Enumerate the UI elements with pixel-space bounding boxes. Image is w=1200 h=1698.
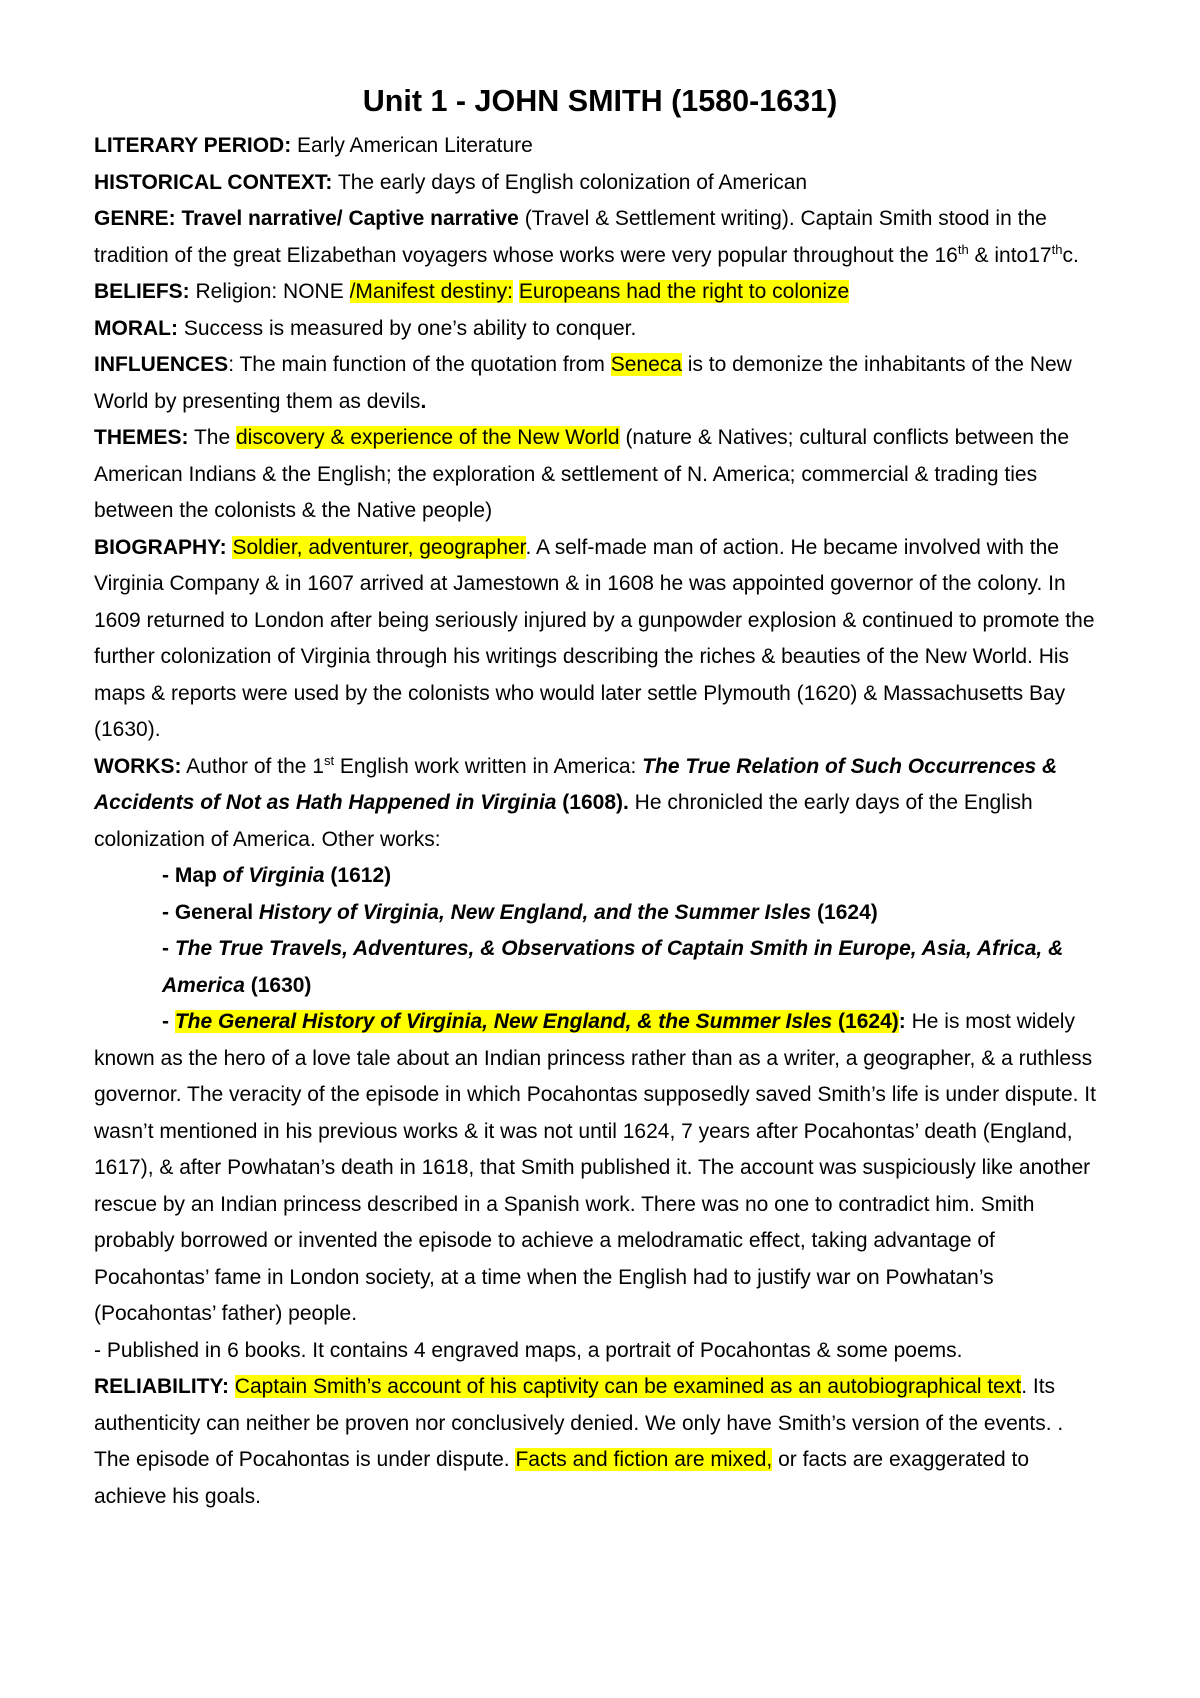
page-title: Unit 1 - JOHN SMITH (1580-1631) [362,84,838,118]
text-line [94,566,1134,603]
text-run: authenticity can neither be proven nor conclusively denied. We only have Smith’s version of the events. . [94,1411,1064,1435]
title-reference-text: History of Virginia, New England, and the Summer Isles [258,900,812,924]
bold-label: (1624) [811,900,878,924]
text-line [94,274,1134,311]
text-line [94,201,1134,238]
text-run: colonization of America. Other works: [94,827,441,851]
text-line [94,1223,1134,1260]
paragraph [94,128,1134,165]
bold-label: GENRE: Travel narrative/ Captive narrative [94,207,519,230]
text-line [94,420,1134,457]
paragraph [94,749,1134,859]
text-line [162,858,1134,895]
text-line [94,1187,1134,1224]
bold-label: . [420,389,427,413]
text-run: is to demonize the inhabitants of the New [681,353,1072,376]
paragraph [94,311,1134,348]
text-line [94,603,1134,640]
text-run: : The main function of the quotation from [228,353,611,376]
superscript-text: th [957,241,969,257]
highlighted-text: Soldier, adventurer, geographer [232,535,526,559]
text-line [94,1077,1134,1114]
text-run: maps & reports were used by the colonists who would later settle Plymouth (1620) & Massachusetts Bay [94,681,1066,705]
paragraph [94,530,1134,749]
text-line [94,1442,1134,1479]
works-list-item [94,931,1134,1004]
paragraph [94,201,1134,274]
text-run: probably borrowed or invented the episode to achieve a melodramatic effect, taking advantage of [94,1229,995,1252]
bold-label: MORAL: [94,316,178,340]
highlighted-text: /Manifest destiny: [349,280,513,303]
text-run: Success is measured by one’s ability to conquer. [177,316,637,340]
text-run: c. [1062,243,1079,267]
text-line [94,1369,1134,1406]
title-reference-text: The True Travels, Adventures, & Observations of Captain Smith in Europe, Asia, Africa, & [174,937,1064,960]
text-line [94,311,1134,348]
text-run: & into17 [968,243,1052,267]
text-line [94,822,1134,859]
text-line [162,968,1134,1005]
text-run: He chronicled the early days of the English [628,791,1033,814]
text-line [94,238,1134,275]
text-run: 1617), & after Powhatan’s death in 1618, that Smith published it. The account was suspiciously like another [94,1156,1091,1179]
text-line [94,1333,1134,1370]
text-line [94,676,1134,713]
paragraph [94,1369,1134,1515]
paragraph [94,1041,1134,1333]
text-run: between the colonists & the Native people) [94,499,493,522]
paragraph [94,274,1134,311]
paragraph [94,165,1134,202]
text-run: . A self-made man of action. He became involved with the [525,535,1059,559]
text-run: English work written in America: [334,754,643,778]
text-line [94,1260,1134,1297]
text-line [94,785,1134,822]
bold-label: (1608). [556,791,629,814]
text-run: further colonization of Virginia through his writings describing the riches & beauties of the New World. His [94,645,1070,668]
superscript-text: th [1051,241,1063,257]
text-run: Early American Literature [291,134,533,157]
text-run: The episode of Pocahontas is under dispute. [94,1448,516,1471]
bold-label: (1630) [244,973,312,997]
text-line [94,1406,1134,1443]
text-line [94,457,1134,494]
text-run: - Published in 6 books. It contains 4 engraved maps, a portrait of Pocahontas & some poems. [94,1338,963,1362]
text-run: . Its [1021,1375,1056,1398]
text-run: Virginia Company & in 1607 arrived at Jamestown & in 1608 he was appointed governor of the colony. In [94,572,1066,595]
text-line [94,347,1134,384]
text-line [162,895,1134,932]
bold-label: (1612) [324,864,392,887]
text-run: wasn’t mentioned in his previous works & it was not until 1624, 7 years after Pocahontas’ death (England, [94,1119,1073,1143]
text-line [94,1150,1134,1187]
text-run: The [188,426,236,449]
text-run: Religion: NONE [189,280,350,303]
text-run: The early days of English colonization of American [332,170,808,194]
highlighted-text: discovery & experience of the New World [235,426,620,449]
text-run [513,280,519,303]
bold-label: RELIABILITY: [94,1375,229,1398]
paragraph [94,347,1134,420]
text-run: 1609 returned to London after being seriously injured by a gunpowder explosion & continued to promote the [94,608,1095,632]
bold-label: WORKS: [94,754,182,778]
title-reference-text: America [162,973,245,997]
text-line [94,1296,1134,1333]
bold-label: BELIEFS: [94,280,190,303]
text-run: (1630). [94,718,161,741]
text-line [94,165,1134,202]
highlighted-text: The General History of Virginia, New England, & the Summer Isles [174,1010,833,1033]
text-line [94,128,1134,165]
paragraph [94,420,1134,530]
text-run: or facts are exaggerated to [772,1448,1030,1471]
bold-label: BIOGRAPHY: [94,535,227,559]
highlighted-text: Captain Smith’s account of his captivity can be examined as an autobiographical text [234,1375,1022,1398]
bold-label: HISTORICAL CONTEXT: [94,170,333,194]
title-reference-text: Accidents of Not as Hath Happened in Virginia [94,791,557,814]
works-list-item [94,895,1134,932]
text-run: Author of the 1 [181,754,324,778]
text-line [94,493,1134,530]
bold-label: - [162,1010,175,1033]
text-run: (Travel & Settlement writing). Captain Smith stood in the [518,207,1047,230]
text-run: American Indians & the English; the exploration & settlement of N. America; commercial & trading ties [94,462,1038,486]
text-line [94,1479,1134,1516]
text-run: tradition of the great Elizabethan voyagers whose works were very popular throughout the 16 [94,243,958,267]
text-run: governor. The veracity of the episode in which Pocahontas supposedly saved Smith’s life is under dispute. It [94,1083,1096,1106]
highlighted-text: Facts and fiction are mixed, [515,1448,773,1471]
text-run: World by presenting them as devils [94,389,421,413]
title-reference-text: of Virginia [222,864,325,887]
works-list-item [94,1004,1134,1041]
bold-label: THEMES: [94,426,189,449]
highlighted-text: (1624) [832,1010,899,1033]
bold-label: - General [162,900,259,924]
highlighted-text: Seneca [610,353,682,376]
paragraph [94,1333,1134,1370]
bold-label: - [162,937,175,960]
text-run: (nature & Natives; cultural conflicts between the [619,426,1069,449]
text-line [162,931,1134,968]
text-line [94,1114,1134,1151]
bold-label: LITERARY PERIOD: [94,134,292,157]
superscript-text: st [323,752,335,768]
text-run: Pocahontas’ fame in London society, at a time when the English had to justify war on Powhatan’s [94,1265,994,1289]
text-line [162,1004,1134,1041]
highlighted-text: Europeans had the right to colonize [518,280,850,303]
text-run: He is most widely [905,1010,1075,1033]
title-reference-text: The True Relation of Such Occurrences & [642,754,1058,778]
text-run: (Pocahontas’ father) people. [94,1302,358,1325]
text-line [94,749,1134,786]
text-run: rescue by an Indian princess described in a Spanish work. There was no one to contradict him. Smith [94,1192,1035,1216]
bold-label: - Map [162,864,223,887]
text-line [94,1041,1134,1078]
text-line [94,384,1134,421]
text-line [94,639,1134,676]
bold-label: : [898,1010,906,1033]
text-line [94,712,1134,749]
text-run: known as the hero of a love tale about an Indian princess rather than as a writer, a geographer, & a ruthless [94,1046,1093,1070]
text-run [229,1375,235,1398]
bold-label: INFLUENCES [94,353,229,376]
text-run: achieve his goals. [94,1484,261,1508]
document-body [94,128,1134,1515]
text-line [94,530,1134,567]
works-list-item [94,858,1134,895]
